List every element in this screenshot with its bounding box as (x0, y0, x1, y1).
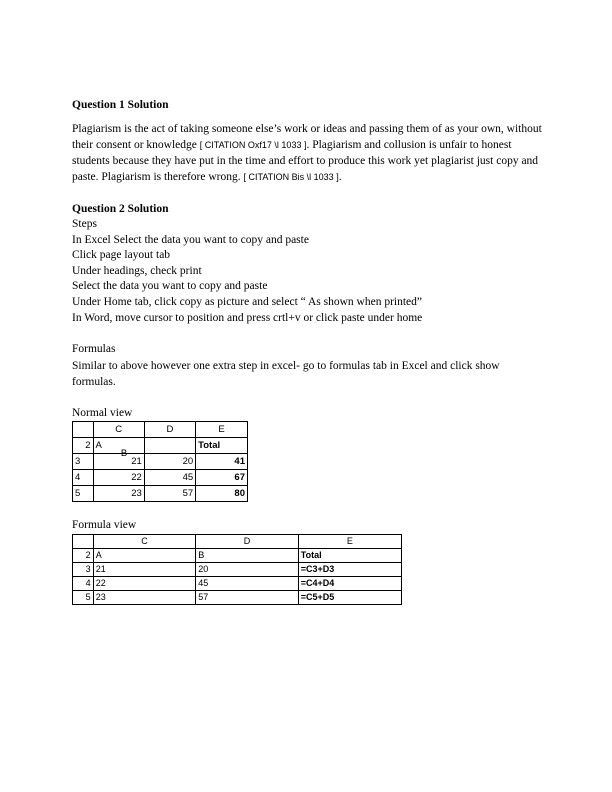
cell-d: 45 (144, 470, 195, 486)
cell-d: 57 (144, 486, 195, 502)
cell-text-a: A (95, 440, 102, 452)
cell-d (120, 438, 195, 459)
col-header-e: E (196, 422, 248, 438)
question-1-paragraph (72, 121, 542, 185)
step-line: Under headings, check print (72, 264, 202, 277)
col-header-d: D (144, 422, 195, 438)
cell-e: 80 (196, 486, 248, 502)
col-header-c: C (93, 534, 196, 548)
formulas-paragraph: Similar to above however one extra step in excel- go to formulas tab in Excel and click show formulas. (72, 359, 500, 388)
cell-e: 67 (196, 470, 248, 486)
cell-c: 23 (93, 486, 144, 502)
cell-c: 22 (93, 470, 144, 486)
row-number: 4 (73, 576, 94, 590)
table-row (73, 470, 248, 486)
step-line: Steps (72, 218, 97, 230)
col-header-d: D (196, 534, 299, 548)
citation-bis: [ CITATION Bis \l 1033 ] (243, 172, 339, 182)
row-number: 5 (73, 590, 94, 604)
cell-e: =C4+D4 (298, 576, 401, 590)
normal-view-label: Normal view (72, 406, 133, 419)
cell-d: 45 (196, 576, 299, 590)
cell-e: =C5+D5 (298, 590, 401, 604)
cell-d: 57 (196, 590, 299, 604)
formula-view-table (72, 534, 402, 605)
cell-c: 21 (93, 454, 144, 470)
cell-d: 20 (196, 562, 299, 576)
cell-c: 21 (93, 562, 196, 576)
q1-text-3: . (338, 171, 342, 183)
step-line: Under Home tab, click copy as picture and select “ As shown when printed” (72, 295, 423, 308)
cell-d: B (196, 548, 299, 562)
step-line: In Word, move cursor to position and press crtl+v or click paste under home (72, 311, 423, 324)
table-row (73, 590, 402, 604)
table-header-row (73, 534, 402, 548)
cell-e: 41 (196, 454, 248, 470)
cell-c (93, 438, 144, 454)
cell-e: =C3+D3 (298, 562, 401, 576)
table-row (73, 486, 248, 502)
citation-oxf17: [ CITATION Oxf17 \l 1033 ] (199, 140, 307, 150)
table-row (73, 454, 248, 470)
row-number: 5 (73, 486, 94, 502)
row-number: 3 (73, 454, 94, 470)
col-header-e: E (298, 534, 401, 548)
q1-text-2: . Plagiarism and collusion is unfair to honest students because they have put in the time and effort to produce this work yet plagiarist just copy and paste. Plagiarism is therefore wrong. (72, 139, 539, 183)
row-number: 3 (73, 562, 94, 576)
table-row (73, 548, 402, 562)
question-1-heading: Question 1 Solution (72, 99, 169, 111)
row-number: 2 (73, 548, 94, 562)
step-line: Click page layout tab (72, 249, 171, 262)
formulas-title: Formulas (72, 343, 116, 356)
cell-c: 23 (93, 590, 196, 604)
table-row (73, 562, 402, 576)
cell-e: Total (298, 548, 401, 562)
cell-d: 20 (144, 454, 195, 470)
row-number: 4 (73, 470, 94, 486)
cell-text-b: B (120, 447, 128, 459)
formula-view-label: Formula view (72, 519, 137, 532)
table-row (73, 576, 402, 590)
step-line: Select the data you want to copy and paste (72, 280, 268, 293)
corner-cell (73, 534, 94, 548)
document-page (72, 97, 542, 605)
col-header-c: C (93, 422, 144, 438)
steps-list (72, 217, 542, 326)
table-header-row (73, 422, 248, 438)
question-2-heading: Question 2 Solution (72, 203, 169, 215)
q1-text-1: Plagiarism is the act of taking someone else’s work or ideas and passing them of as your own, without their consent or knowledge (72, 123, 542, 151)
row-number: 2 (73, 438, 94, 454)
table-row (73, 438, 248, 454)
cell-c: 22 (93, 576, 196, 590)
cell-c: A (93, 548, 196, 562)
corner-cell (73, 422, 94, 438)
normal-view-table (72, 421, 248, 502)
step-line: In Excel Select the data you want to copy and paste (72, 233, 309, 246)
cell-e: Total (196, 438, 248, 454)
